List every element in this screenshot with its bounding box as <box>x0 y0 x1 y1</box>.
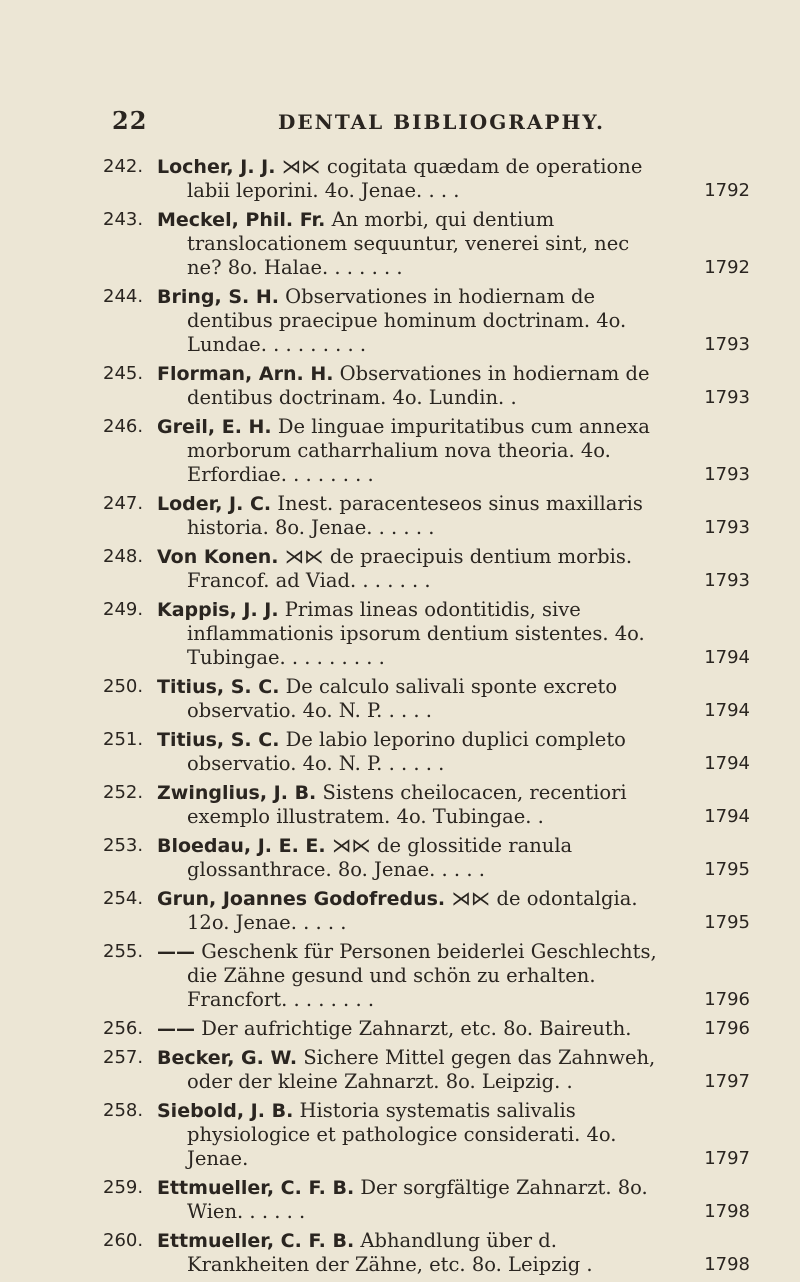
entry-year: 1793 <box>704 334 750 355</box>
entry-text: An morbi, qui dentium translocationem sequuntur, venerei sint, nec ne? 8o. Halae. . . . . . . <box>187 208 630 279</box>
bibliography-entry <box>0 492 800 540</box>
entry-number: 242. <box>103 156 144 177</box>
entry-text: De calculo salivali sponte excreto observatio. 4o. N. P. . . . . <box>187 675 618 722</box>
bibliography-entry <box>0 598 800 670</box>
entry-body <box>157 545 657 593</box>
entry-year: 1793 <box>704 387 750 408</box>
entry-text: De labio leporino duplici completo observatio. 4o. N. P. . . . . . <box>187 728 626 775</box>
bibliography-entry <box>0 545 800 593</box>
entry-text: Sichere Mittel gegen das Zahnweh, oder der kleine Zahnarzt. 8o. Leipzig. . <box>187 1046 656 1093</box>
entry-year: 1794 <box>704 806 750 827</box>
entry-body <box>157 1046 657 1094</box>
entry-year: 1798 <box>704 1254 750 1275</box>
bibliography-entry <box>0 940 800 1012</box>
entry-author: Ettmueller, C. F. B. <box>157 1177 355 1199</box>
entry-year: 1794 <box>704 753 750 774</box>
entry-author: —— <box>157 941 195 963</box>
entry-author: Kappis, J. J. <box>157 599 279 621</box>
entry-text: Observationes in hodiernam de dentibus praecipue hominum doctrinam. 4o. Lundae. . . . . . . . . <box>187 285 627 356</box>
entry-author: —— <box>157 1018 195 1040</box>
entry-author: Bring, S. H. <box>157 286 279 308</box>
entry-number: 253. <box>103 835 144 856</box>
entry-text: ⋊⋉ de odontalgia. 12o. Jenae. . . . . <box>187 887 638 934</box>
entry-author: Siebold, J. B. <box>157 1100 294 1122</box>
bibliography-entry <box>0 887 800 935</box>
entry-author: Meckel, Phil. Fr. <box>157 209 326 231</box>
entry-year: 1796 <box>704 1018 750 1039</box>
entry-body <box>157 415 657 487</box>
entry-number: 258. <box>103 1100 144 1121</box>
entry-year: 1796 <box>704 989 750 1010</box>
entry-year: 1797 <box>704 1071 750 1092</box>
bibliography-list <box>0 155 800 1282</box>
entry-author: Locher, J. J. <box>157 156 276 178</box>
entry-text: Primas lineas odontitidis, sive inflammationis ipsorum dentium sistentes. 4o. Tubingae. . . . . . . . . <box>187 598 645 669</box>
entry-number: 250. <box>103 676 144 697</box>
entry-year: 1794 <box>704 700 750 721</box>
entry-text: De linguae impuritatibus cum annexa morborum catharrhalium nova theoria. 4o. Erfordiae. . . . . . . . <box>187 415 650 486</box>
entry-text: Abhandlung über d. Krankheiten der Zähne, etc. 8o. Leipzig . <box>187 1229 593 1276</box>
entry-number: 260. <box>103 1230 144 1251</box>
entry-text: Der sorgfältige Zahnarzt. 8o. Wien. . . . . . <box>187 1176 648 1223</box>
entry-number: 252. <box>103 782 144 803</box>
entry-text: Der aufrichtige Zahnarzt, etc. 8o. Baireuth. <box>201 1017 632 1040</box>
entry-text: ⋊⋉ de glossitide ranula glossanthrace. 8o. Jenae. . . . . <box>187 834 573 881</box>
entry-year: 1792 <box>704 257 750 278</box>
entry-author: Florman, Arn. H. <box>157 363 334 385</box>
entry-number: 249. <box>103 599 144 620</box>
entry-number: 254. <box>103 888 144 909</box>
entry-number: 243. <box>103 209 144 230</box>
bibliography-entry <box>0 155 800 203</box>
bibliography-entry <box>0 1046 800 1094</box>
entry-year: 1795 <box>704 859 750 880</box>
bibliography-entry <box>0 834 800 882</box>
entry-text: Sistens cheilocacen, recentiori exemplo illustratem. 4o. Tubingae. . <box>187 781 627 828</box>
bibliography-entry <box>0 728 800 776</box>
entry-number: 259. <box>103 1177 144 1198</box>
bibliography-entry <box>0 362 800 410</box>
entry-body <box>157 492 657 540</box>
entry-author: Becker, G. W. <box>157 1047 298 1069</box>
entry-year: 1793 <box>704 517 750 538</box>
entry-number: 257. <box>103 1047 144 1068</box>
entry-year: 1793 <box>704 464 750 485</box>
page-number: 22 <box>112 106 148 135</box>
entry-body <box>157 675 657 723</box>
bibliography-entry <box>0 1176 800 1224</box>
entry-body <box>157 598 657 670</box>
entry-author: Titius, S. C. <box>157 729 280 751</box>
entry-year: 1797 <box>704 1148 750 1169</box>
entry-number: 246. <box>103 416 144 437</box>
entry-number: 247. <box>103 493 144 514</box>
entry-number: 251. <box>103 729 144 750</box>
entry-body <box>157 1017 657 1041</box>
bibliography-entry <box>0 415 800 487</box>
entry-text: ⋊⋉ de praecipuis dentium morbis. Francof. ad Viad. . . . . . . <box>187 545 633 592</box>
entry-number: 255. <box>103 941 144 962</box>
running-title: DENTAL BIBLIOGRAPHY. <box>278 110 606 134</box>
entry-body <box>157 208 657 280</box>
entry-body <box>157 1176 657 1224</box>
entry-year: 1794 <box>704 647 750 668</box>
bibliography-entry <box>0 781 800 829</box>
entry-author: Titius, S. C. <box>157 676 280 698</box>
entry-number: 248. <box>103 546 144 567</box>
bibliography-entry <box>0 1017 800 1041</box>
entry-body <box>157 1229 657 1277</box>
entry-number: 256. <box>103 1018 144 1039</box>
entry-year: 1795 <box>704 912 750 933</box>
entry-body <box>157 781 657 829</box>
entry-author: Zwinglius, J. B. <box>157 782 317 804</box>
entry-text: Historia systematis salivalis physiologice et pathologice considerati. 4o. Jenae. <box>187 1099 617 1170</box>
entry-author: Bloedau, J. E. E. <box>157 835 326 857</box>
entry-text: Observationes in hodiernam de dentibus doctrinam. 4o. Lundin. . <box>187 362 650 409</box>
entry-author: Von Konen. <box>157 546 279 568</box>
entry-author: Ettmueller, C. F. B. <box>157 1230 355 1252</box>
entry-year: 1798 <box>704 1201 750 1222</box>
entry-body <box>157 940 657 1012</box>
entry-body <box>157 1099 657 1171</box>
entry-text: Inest. paracenteseos sinus maxillaris historia. 8o. Jenae. . . . . . <box>187 492 643 539</box>
entry-body <box>157 362 657 410</box>
entry-body <box>157 285 657 357</box>
entry-body <box>157 834 657 882</box>
entry-body <box>157 887 657 935</box>
bibliography-entry <box>0 1229 800 1277</box>
entry-body <box>157 155 657 203</box>
entry-year: 1792 <box>704 180 750 201</box>
entry-body <box>157 728 657 776</box>
bibliography-entry <box>0 675 800 723</box>
entry-year: 1793 <box>704 570 750 591</box>
entry-author: Loder, J. C. <box>157 493 272 515</box>
bibliography-entry <box>0 285 800 357</box>
entry-number: 245. <box>103 363 144 384</box>
page-header <box>0 106 800 142</box>
entry-author: Grun, Joannes Godofredus. <box>157 888 446 910</box>
entry-text: Geschenk für Personen beiderlei Geschlechts, die Zähne gesund und schön zu erhalten. Francfort. . . . . . . . <box>187 940 657 1011</box>
entry-text: ⋊⋉ cogitata quædam de operatione labii leporini. 4o. Jenae. . . . <box>187 155 643 202</box>
entry-number: 244. <box>103 286 144 307</box>
bibliography-entry <box>0 1099 800 1171</box>
entry-author: Greil, E. H. <box>157 416 272 438</box>
bibliography-entry <box>0 208 800 280</box>
